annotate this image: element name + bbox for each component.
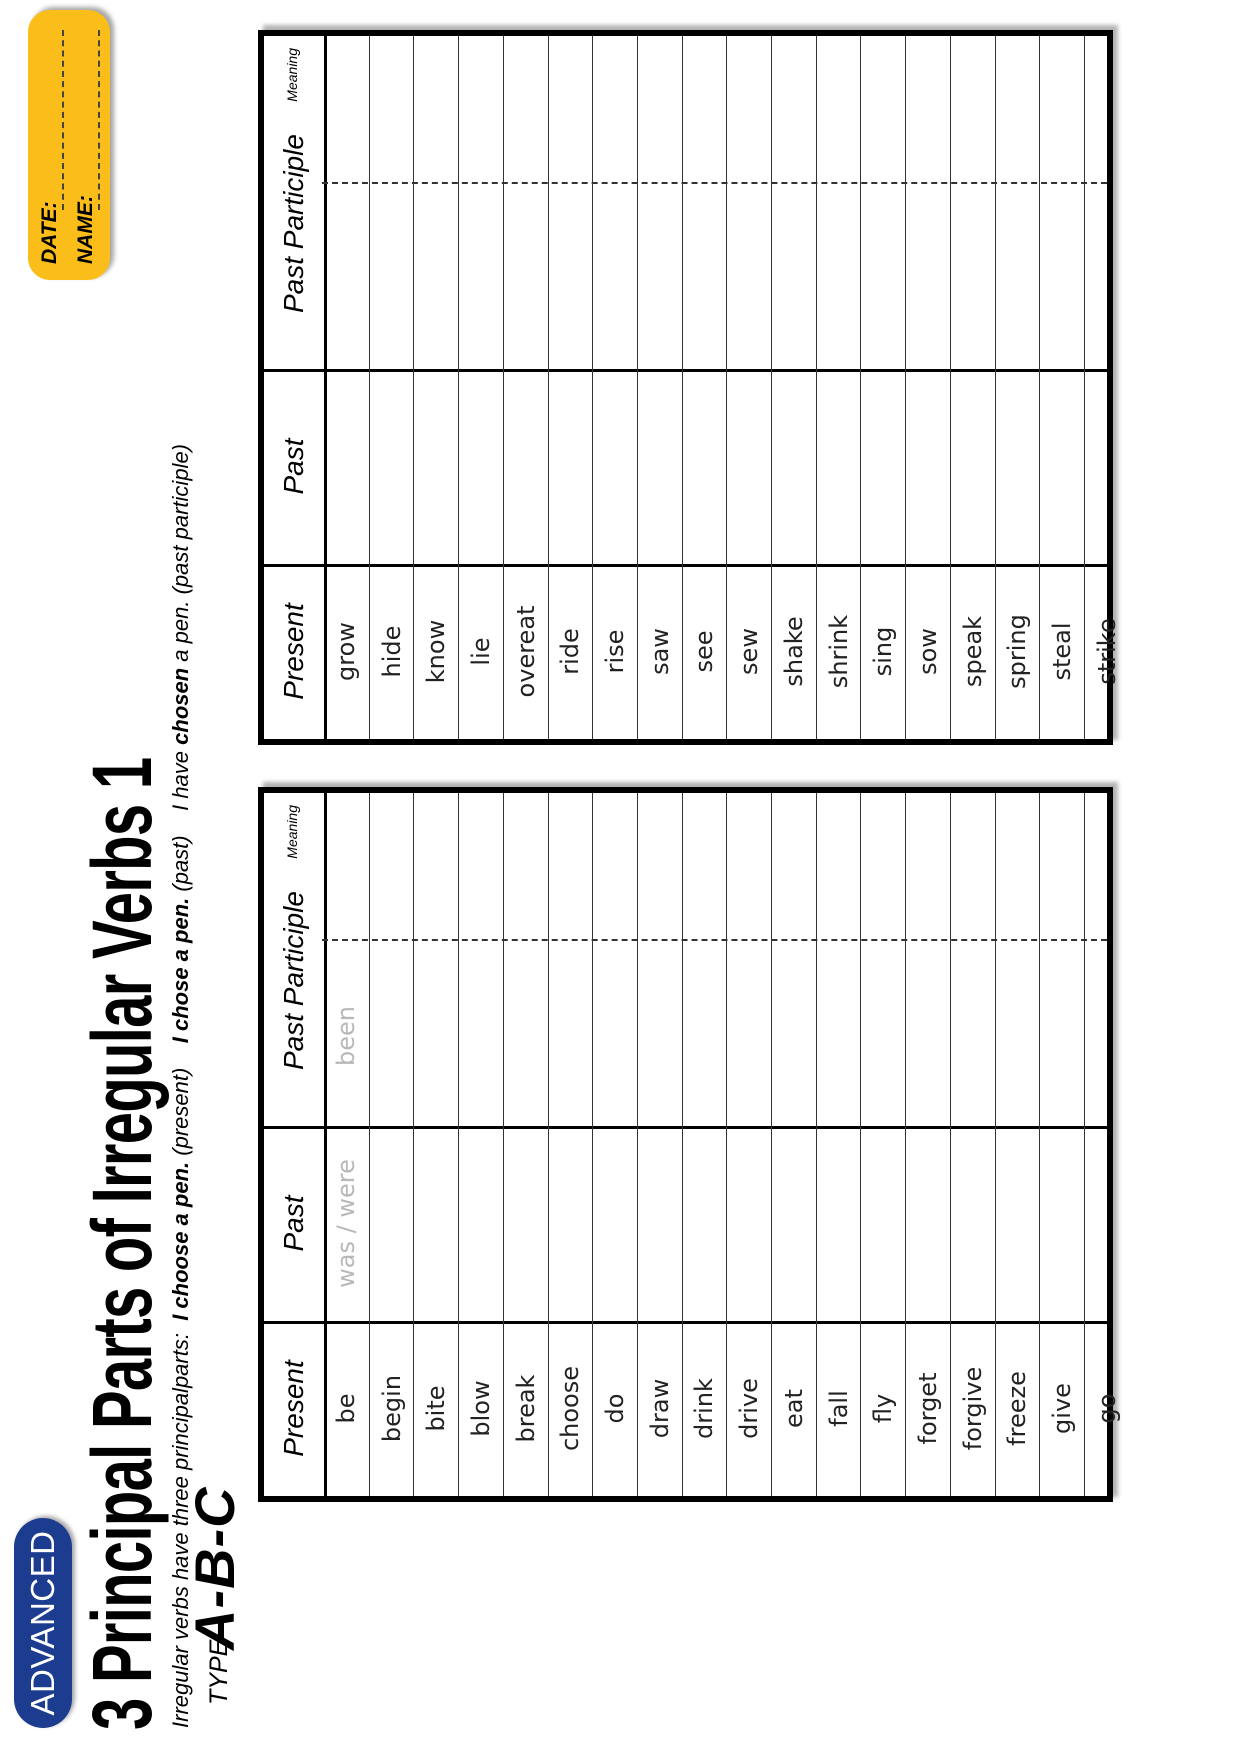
present-cell: shrink [824,614,853,689]
past-participle-cell[interactable] [683,946,727,1126]
table-row [816,793,861,1496]
past-participle-cell[interactable] [772,189,816,369]
present-cell: sew [735,628,764,675]
past-participle-cell[interactable] [683,189,727,369]
present-cell: sing [869,626,898,677]
present-cell: grow [332,622,361,681]
past-participle-cell[interactable] [906,189,950,369]
past-cell[interactable] [1040,1126,1084,1321]
past-participle-cell[interactable] [504,189,548,369]
past-participle-cell[interactable] [772,946,816,1126]
table-row [771,793,816,1496]
past-participle-cell[interactable] [324,189,369,369]
past-cell[interactable] [906,369,950,564]
past-participle-cell[interactable] [996,946,1040,1126]
header-past: Past [278,1195,309,1252]
past-cell[interactable] [324,369,369,564]
present-cell: go [1092,1393,1121,1424]
table-row [637,36,682,739]
present-cell: do [601,1393,630,1424]
past-cell[interactable] [504,369,548,564]
present-cell: bite [422,1385,451,1432]
table-row [1084,793,1129,1496]
past-cell[interactable] [861,1126,905,1321]
table-row [503,793,548,1496]
present-cell: freeze [1003,1371,1032,1446]
present-cell: blow [466,1380,495,1437]
present-cell: steal [1048,622,1077,681]
past-participle-cell[interactable] [549,946,593,1126]
table-row [950,36,995,739]
date-label: DATE: [38,201,61,264]
past-cell[interactable] [549,369,593,564]
table-row [324,36,369,739]
past-cell[interactable] [370,369,414,564]
table-header [264,793,327,1496]
example-present-tag: (present) [168,1067,193,1156]
past-participle-cell[interactable] [951,946,995,1126]
present-cell: overeat [511,605,540,698]
past-cell[interactable]: was / were [332,1159,361,1288]
table-row [369,36,414,739]
present-cell: ride [556,628,585,675]
table-row [637,793,682,1496]
past-cell[interactable] [1040,369,1084,564]
present-cell: forget [913,1372,942,1445]
present-cell: spring [1003,614,1032,689]
past-cell[interactable] [414,369,458,564]
past-participle-cell[interactable] [996,189,1040,369]
present-cell: fly [869,1393,898,1424]
example-pp-a: I have [168,750,193,811]
past-cell[interactable] [504,1126,548,1321]
present-cell: shake [779,616,808,687]
past-cell[interactable] [593,1126,637,1321]
present-cell: give [1048,1383,1077,1434]
table-row [950,793,995,1496]
past-participle-cell[interactable] [861,189,905,369]
present-cell: draw [645,1378,674,1439]
past-participle-cell[interactable] [951,189,995,369]
present-cell: saw [645,628,674,675]
table-row [548,36,593,739]
date-field[interactable] [62,30,64,210]
header-past-participle: Past Participle [278,891,309,1070]
header-present: Present [278,1360,309,1457]
present-cell: choose [556,1365,585,1452]
past-participle-cell[interactable] [1085,946,1129,1126]
example-past: I chose a pen. [168,897,193,1044]
past-participle-cell[interactable] [906,946,950,1126]
present-cell: speak [958,615,987,688]
present-cell: begin [377,1374,406,1443]
past-cell[interactable] [414,1126,458,1321]
name-field[interactable] [98,30,100,210]
past-participle-cell[interactable] [727,189,771,369]
table-row [726,36,771,739]
page-title: 3 Principal Parts of Irregular Verbs 1 [75,757,169,1730]
past-participle-cell[interactable] [414,946,458,1126]
table-row [816,36,861,739]
table-row [413,36,458,739]
type-value: A-B-C [183,1486,246,1650]
past-participle-cell[interactable] [817,946,861,1126]
present-cell: lie [466,637,495,666]
past-cell[interactable] [593,369,637,564]
past-participle-cell[interactable]: been [332,1006,361,1066]
past-cell[interactable] [861,369,905,564]
table-row [1039,36,1084,739]
present-cell: strike [1092,618,1121,685]
table-row [726,793,771,1496]
level-badge: ADVANCED [14,1518,72,1728]
past-cell[interactable] [772,1126,816,1321]
table-row [1084,36,1129,739]
example-past-tag: (past) [168,835,193,892]
table-row [458,793,503,1496]
past-participle-cell[interactable] [593,946,637,1126]
present-cell: be [332,1393,361,1424]
table-row [682,36,727,739]
header-present: Present [278,603,309,700]
past-cell[interactable] [370,1126,414,1321]
present-cell: know [422,619,451,684]
present-cell: forgive [958,1366,987,1451]
name-label: NAME: [74,195,97,264]
past-cell[interactable] [996,369,1040,564]
past-cell[interactable] [459,369,503,564]
past-cell[interactable] [638,1126,682,1321]
header-meaning: Meaning [284,48,300,102]
table-row [771,36,816,739]
past-participle-cell[interactable] [370,946,414,1126]
past-participle-cell[interactable] [1040,946,1084,1126]
table-row [324,793,369,1496]
past-participle-cell[interactable] [1040,189,1084,369]
past-participle-cell[interactable] [861,946,905,1126]
table-row [369,793,414,1496]
table-row [1039,793,1084,1496]
type-label: TYPE [205,1639,233,1705]
table-row [860,36,905,739]
past-cell[interactable] [1085,369,1129,564]
past-participle-cell[interactable] [638,189,682,369]
past-cell[interactable] [683,1126,727,1321]
table-row [682,793,727,1496]
subtitle-intro: Irregular verbs have three principalparts: [168,1333,193,1728]
present-cell: break [511,1374,540,1443]
table-row [592,36,637,739]
verb-table-1 [258,787,1121,1502]
past-cell[interactable] [817,369,861,564]
table-row [905,36,950,739]
past-cell[interactable] [951,369,995,564]
past-participle-cell[interactable] [1085,189,1129,369]
table-row [413,793,458,1496]
past-cell[interactable] [951,1126,995,1321]
past-participle-cell[interactable] [638,946,682,1126]
table-row [860,793,905,1496]
present-cell: see [690,630,719,673]
present-cell: eat [779,1389,808,1428]
past-participle-cell[interactable] [459,946,503,1126]
past-participle-cell[interactable] [549,189,593,369]
header-past: Past [278,438,309,495]
past-cell[interactable] [727,369,771,564]
header-meaning: Meaning [284,805,300,859]
past-cell[interactable] [549,1126,593,1321]
table-row [592,793,637,1496]
past-participle-cell[interactable] [370,189,414,369]
table-row [995,36,1040,739]
present-cell: rise [601,629,630,674]
table-row [995,793,1040,1496]
past-participle-cell[interactable] [414,189,458,369]
example-pp-tag: (past participle) [168,444,193,595]
verb-table-2 [258,30,1121,745]
present-cell: drive [735,1378,764,1439]
past-participle-cell[interactable] [504,946,548,1126]
past-cell[interactable] [906,1126,950,1321]
table-header [264,36,327,739]
table-row [503,36,548,739]
present-cell: fall [824,1390,853,1427]
present-cell: drink [690,1378,719,1439]
past-cell[interactable] [1085,1126,1129,1321]
past-cell[interactable] [727,1126,771,1321]
present-cell: sow [913,628,942,675]
info-box [28,10,110,280]
example-present: I choose a pen. [168,1161,193,1321]
past-participle-cell[interactable] [817,189,861,369]
past-cell[interactable] [459,1126,503,1321]
header-past-participle: Past Participle [278,134,309,313]
present-cell: hide [377,625,406,678]
example-pp-c: a pen. [168,600,193,662]
past-participle-cell[interactable] [593,189,637,369]
past-cell[interactable] [638,369,682,564]
past-cell[interactable] [772,369,816,564]
past-cell[interactable] [996,1126,1040,1321]
table-row [548,793,593,1496]
past-participle-cell[interactable] [459,189,503,369]
table-row [458,36,503,739]
example-pp-b: chosen [168,667,193,745]
past-participle-cell[interactable] [727,946,771,1126]
past-cell[interactable] [683,369,727,564]
table-row [905,793,950,1496]
past-cell[interactable] [817,1126,861,1321]
